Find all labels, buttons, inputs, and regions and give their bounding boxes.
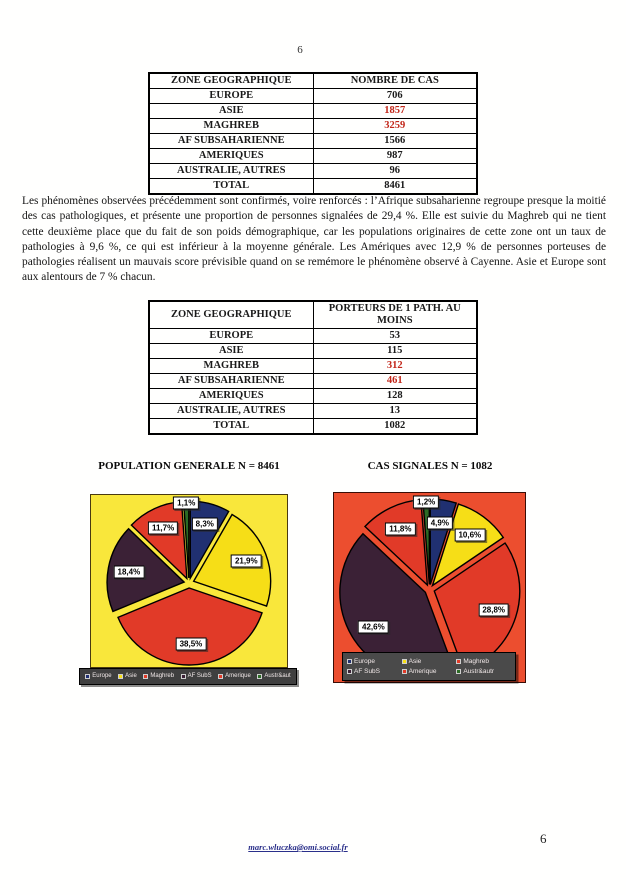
legend-item [402,658,457,665]
column-header: ZONE GEOGRAPHIQUE [149,73,313,89]
legend-item [118,673,137,680]
page-number-footer: 6 [540,831,547,846]
chart-legend [79,668,297,685]
zone-cell: EUROPE [149,89,313,104]
value-cell: 128 [313,389,477,404]
value-cell: 987 [313,149,477,164]
legend-label: Austr&autr [463,668,495,676]
legend-item [181,673,212,680]
value-cell: 1082 [313,419,477,435]
value-cell: 1566 [313,134,477,149]
pie-percent-label: 1,1% [173,497,199,510]
zone-cell: ASIE [149,104,313,119]
footer-email-link[interactable]: marc.wluczka@omi.social.fr [248,842,348,852]
column-header: NOMBRE DE CAS [313,73,477,89]
table-row [149,404,477,419]
pie-percent-label: 42,6% [358,620,389,633]
legend-item [85,673,111,680]
value-cell: 312 [313,359,477,374]
legend-item [143,673,174,680]
zone-cell: AMERIQUES [149,389,313,404]
legend-label: Asie [125,673,137,679]
footer [0,837,596,855]
zone-cell: AUSTRALIE, AUTRES [149,404,313,419]
table-row [149,134,477,149]
value-cell: 461 [313,374,477,389]
column-header: PORTEURS DE 1 PATH. AU MOINS [313,301,477,329]
table-row [149,89,477,104]
pie-plot-area [90,494,291,679]
legend-color-swatch-icon [456,669,461,674]
legend-label: Amerique [408,668,437,676]
legend-color-swatch-icon [347,669,352,674]
pie-chart-population-generale [90,494,291,687]
pie-percent-label: 18,4% [114,565,145,578]
legend-label: AF SubS [354,668,381,676]
table-nombre-de-cas [148,72,478,195]
value-cell: 3259 [313,119,477,134]
value-cell: 8461 [313,179,477,195]
chart-title-population-generale: POPULATION GENERALE N = 8461 [98,460,280,472]
table-row [149,104,477,119]
legend-item [347,668,402,675]
value-cell: 96 [313,164,477,179]
legend-label: Asie [408,657,422,665]
value-cell: 115 [313,344,477,359]
table-row [149,179,477,195]
zone-cell: MAGHREB [149,119,313,134]
zone-cell: MAGHREB [149,359,313,374]
chart-legend [342,652,516,681]
table-row [149,344,477,359]
table-row [149,164,477,179]
zone-cell: TOTAL [149,419,313,435]
zone-cell: TOTAL [149,179,313,195]
legend-color-swatch-icon [118,674,123,679]
page-number-header: 6 [297,44,303,56]
pie-percent-label: 8,3% [192,517,218,530]
zone-cell: AUSTRALIE, AUTRES [149,164,313,179]
legend-color-swatch-icon [218,674,223,679]
pie-percent-label: 1,2% [413,495,439,508]
pie-chart-cas-signales [333,492,526,683]
table-row [149,374,477,389]
legend-label: Maghreb [150,673,175,679]
legend-color-swatch-icon [85,674,90,679]
legend-color-swatch-icon [143,674,148,679]
zone-cell: ASIE [149,344,313,359]
body-paragraph: Les phénomènes observées précédemment sont confirmés, voire renforcés : l’Afrique subsaharienne regroupe presque la moitié des cas pathologiques, et présente une proportion de personnes signalées de 29,4 %. Elle est suivie du Maghreb qui ne tient cette deuxième place que du fait de son poids démographique, car les populations originaires de cette zone ont un taux de pathologies à 9,6 %, ce qui est inférieur à la moyenne générale. Les Amériques avec 12,9 % de personnes porteuses de pathologies réalisent un mauvais score prévisible quand on se remémore le phénomène observé à Cayenne. Asie et Europe sont aux alentours de 7 % chacun. [22,195,606,284]
legend-color-swatch-icon [402,659,407,664]
column-header: ZONE GEOGRAPHIQUE [149,301,313,329]
legend-label: Europe [354,657,375,665]
chart-title-cas-signales: CAS SIGNALES N = 1082 [367,460,493,472]
legend-item [347,658,402,665]
legend-color-swatch-icon [257,674,262,679]
value-cell: 53 [313,329,477,344]
table-row [149,149,477,164]
value-cell: 706 [313,89,477,104]
pie-percent-label: 11,8% [385,522,415,535]
pie-plot-area [333,492,526,683]
legend-item [257,673,290,680]
table-row [149,359,477,374]
table-row [149,419,477,435]
pie-percent-label: 10,6% [454,529,485,542]
legend-item [402,668,457,675]
zone-cell: AF SUBSAHARIENNE [149,374,313,389]
legend-label: AF SubS [187,673,212,679]
legend-label: Maghreb [463,657,489,665]
legend-item [456,658,511,665]
legend-item [456,668,511,675]
table-porteurs-path [148,300,478,435]
pie-percent-label: 38,5% [176,638,207,651]
zone-cell: AF SUBSAHARIENNE [149,134,313,149]
legend-color-swatch-icon [347,659,352,664]
table-row [149,389,477,404]
value-cell: 1857 [313,104,477,119]
table-row [149,119,477,134]
pie-percent-label: 11,7% [148,521,178,534]
zone-cell: AMERIQUES [149,149,313,164]
legend-color-swatch-icon [181,674,186,679]
pie-percent-label: 4,9% [427,516,453,529]
legend-label: Austr&aut [264,673,291,679]
legend-color-swatch-icon [402,669,407,674]
zone-cell: EUROPE [149,329,313,344]
legend-label: Europe [92,673,112,679]
value-cell: 13 [313,404,477,419]
legend-item [218,673,251,680]
pie-percent-label: 28,8% [478,604,509,617]
pie-percent-label: 21,9% [231,555,262,568]
table-row [149,329,477,344]
legend-color-swatch-icon [456,659,461,664]
legend-label: Amerique [225,673,251,679]
